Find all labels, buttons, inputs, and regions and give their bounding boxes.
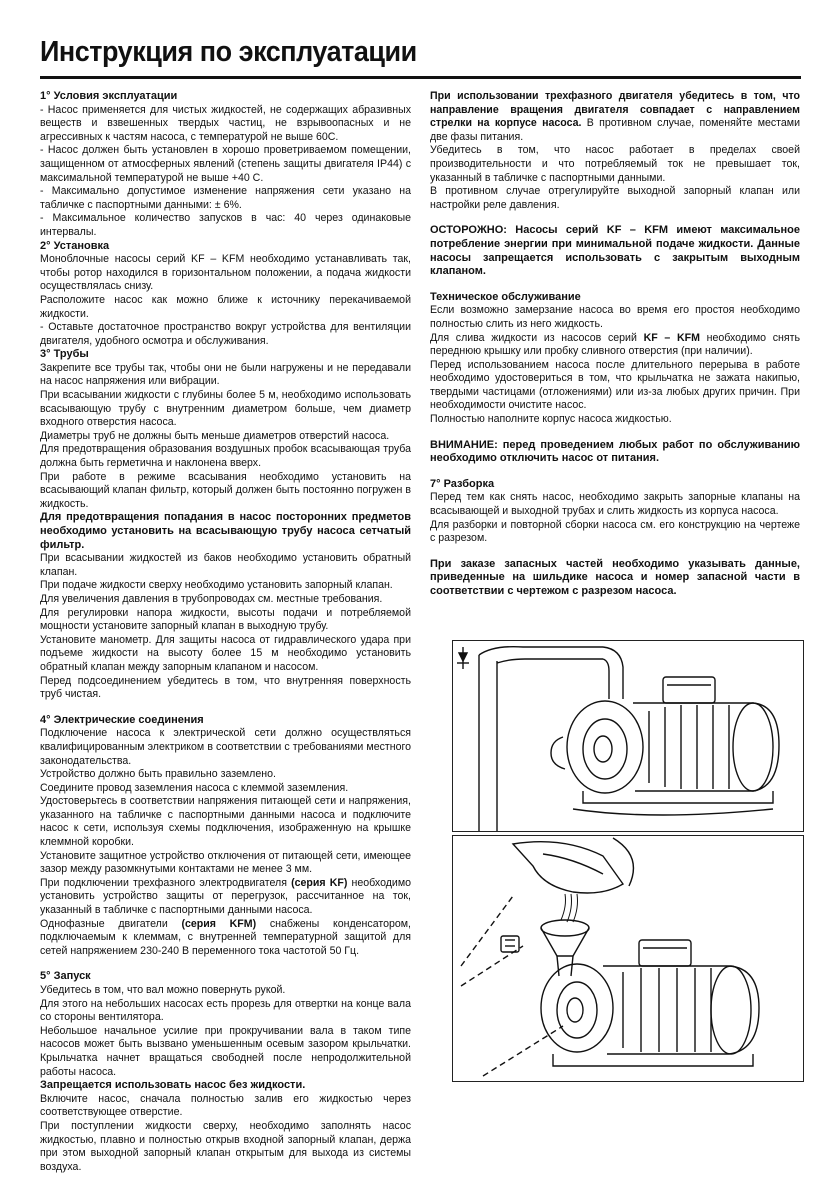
text-run: Для слива жидкости из насосов серий <box>430 331 644 344</box>
text-run: необходимо снять переднюю крышку или пробку сливного отверстия (при наличии). <box>430 331 800 358</box>
section-3-paragraph: Перед подсоединением убедитесь в том, что внутренняя поверхность труб чистая. <box>40 674 411 701</box>
left-column <box>40 90 411 1174</box>
section-3-heading: 3° Трубы <box>40 348 89 361</box>
maintenance-paragraph: Перед использованием насоса после длительного перерыва в работе необходимо удостовериться в том, что крыльчатка не зажата накипью, твердыми частицами (отложениями) или из-за любых других причин. При необходимости очистите насос. <box>430 358 800 412</box>
text-run: снабжены конденсатором, подключаемым к клеммам, с внутренней температурной защитой для сетей напряжением 230-240 В переменного тока частотой 50 Гц. <box>40 917 411 957</box>
maintenance-paragraph: Полностью наполните корпус насоса жидкостью. <box>430 413 672 426</box>
right-column <box>430 90 800 599</box>
section-1-paragraph: - Максимальное количество запусков в час: 40 через одинаковые интервалы. <box>40 212 411 238</box>
series-kfm-label: (серия KFM) <box>181 917 257 930</box>
section-1-paragraph: - Насос должен быть установлен в хорошо проветриваемом помещении, защищенном от атмосферных явлений (степень защиты двигателя IP44) с максимальной температурой не выше +40 С. <box>40 144 411 184</box>
attention-note: ВНИМАНИЕ: перед проведением любых работ по обслуживанию необходимо отключить насос от питания. <box>430 438 800 465</box>
three-phase-bold: При использовании трехфазного двигателя убедитесь в том, что направление вращения двигателя совпадает с направлением стрелки на корпусе насоса. <box>430 90 800 130</box>
series-kf-label: (серия KF) <box>291 876 348 889</box>
pump-filling-drawing <box>453 836 803 1081</box>
text-run: При подключении трехфазного электродвигателя <box>40 876 292 889</box>
section-3-paragraph: Для предотвращения образования воздушных пробок всасывающая труба должна быть герметична и наклонена вверх. <box>40 443 411 470</box>
section-3-paragraph: При подаче жидкости сверху необходимо установить запорный клапан. <box>40 579 393 592</box>
text-run: необходимо установить устройство защиты от перегрузок, рассчитанное на ток, указанный в табличке с паспортными данными насоса. <box>40 876 412 917</box>
title-rule <box>40 76 801 79</box>
section-5-paragraph: Для этого на небольших насосах есть прорезь для отвертки на конце вала со стороны вентилятора. <box>40 997 411 1024</box>
section-4-paragraph: Соедините провод заземления насоса с клеммой заземления. <box>40 781 349 794</box>
section-2-paragraph: Расположите насос как можно ближе к источнику перекачиваемой жидкости. <box>40 293 411 320</box>
section-4-paragraph: Установите защитное устройство отключения от питающей сети, имеющее зазор между разомкнутыми контактами не менее 3 мм. <box>40 849 411 876</box>
section-2-heading: 2° Установка <box>40 239 110 252</box>
section-5-paragraph: Включите насос, сначала полностью залив его жидкостью через соответствующее отверстие. <box>40 1092 411 1119</box>
spacer <box>40 958 411 970</box>
spacer <box>430 279 800 291</box>
section-4-paragraph: Подключение насоса к электрической сети должно осуществляться квалифицированным электриком в соответствии с требованиями местного законодательства. <box>40 727 411 767</box>
section-5-heading: 5° Запуск <box>40 970 91 983</box>
section-7-heading: 7° Разборка <box>430 477 495 490</box>
section-4-heading: 4° Электрические соединения <box>40 713 204 726</box>
section-7-paragraph: Для разборки и повторной сборки насоса см. его конструкцию на чертеже с разрезом. <box>430 518 800 545</box>
section-1-heading: 1° Условия эксплуатации <box>40 90 178 102</box>
maintenance-heading: Техническое обслуживание <box>430 290 581 303</box>
spare-parts-note: При заказе запасных частей необходимо указывать данные, приведенные на шильдике насоса и номер запасной части в соответствии с чертежом с разрезом насоса. <box>430 557 800 597</box>
section-3-paragraph: Закрепите все трубы так, чтобы они не были нагружены и не передавали на насос напряжения или вибрации. <box>40 361 411 388</box>
section-4-paragraph <box>40 918 411 959</box>
section-5-bold-note: Запрещается использовать насос без жидкости. <box>40 1079 306 1092</box>
section-4-paragraph <box>40 877 411 918</box>
three-phase-paragraph <box>430 90 800 144</box>
caution-note: ОСТОРОЖНО: Насосы серий KF – KFM имеют максимальное потребление энергии при минимальной подаче жидкости. Данные насосы запрещается использовать с закрытым выходным клапаном. <box>430 224 800 278</box>
pump-installation-figure <box>452 640 804 832</box>
maintenance-paragraph: Если возможно замерзание насоса во время его простоя необходимо полностью слить из него жидкость. <box>430 304 800 330</box>
section-3-paragraph: При работе в режиме всасывания необходимо установить на всасывающий клапан фильтр, который должен быть постоянно погружен в жидкость. <box>40 470 411 510</box>
spacer <box>430 212 800 224</box>
section-3-paragraph: Для увеличения давления в трубопроводах см. местные требования. <box>40 592 383 605</box>
section-2-paragraph: Моноблочные насосы серий KF – KFM необходимо устанавливать так, чтобы ротор находился в горизонтальном положении, а подача жидкости осуществлялась снизу. <box>40 253 411 293</box>
section-3-bold-note: Для предотвращения попадания в насос посторонних предметов необходимо установить на всасывающую трубу насоса сетчатый фильтр. <box>40 511 411 551</box>
spacer <box>430 427 800 439</box>
text-run: Однофазные двигатели <box>40 917 182 930</box>
section-3-paragraph: При всасывании жидкостей из баков необходимо установить обратный клапан. <box>40 552 411 578</box>
section-4-paragraph: Удостоверьтесь в соответствии напряжения питающей сети и напряжения, указанного на табличке с паспортными данными насоса и подключите насос к сети, используя схемы подключения, изображенную на крышке клеммной коробки. <box>40 795 411 849</box>
spacer <box>40 702 411 714</box>
pump-filling-figure <box>452 835 804 1082</box>
right-paragraph: В противном случае отрегулируйте выходной запорный клапан или настройки реле давления. <box>430 185 800 211</box>
section-1-paragraph: - Насос применяется для чистых жидкостей, не содержащих абразивных веществ и взвешенных твердых частиц, не взрывоопасных и не агрессивных к частям насоса, с температурой не выше 60С. <box>40 103 411 143</box>
section-2-paragraph: - Оставьте достаточное пространство вокруг устройства для вентиляции двигателя, удобного осмотра и обслуживания. <box>40 321 411 347</box>
section-3-paragraph: При всасывании жидкости с глубины более 5 м, необходимо использовать всасывающую трубу с внутренним диаметром больше, чем диаметр входного отверстия насоса. <box>40 389 411 429</box>
section-3-paragraph: Установите манометр. Для защиты насоса от гидравлического удара при подъеме жидкости на высоту более 15 м необходимо установить обратный клапан между запорным клапаном и насосом. <box>40 633 411 673</box>
page-title: Инструкция по эксплуатации <box>40 36 417 68</box>
maintenance-paragraph <box>430 332 800 359</box>
section-5-paragraph: Небольшое начальное усилие при прокручивании вала в таком типе насосов может быть вызвано уменьшенным осевым зазором крыльчатки. Крыльчатка начнет вращаться свободней после непродолжительной работы насоса. <box>40 1024 411 1078</box>
section-3-paragraph: Диаметры труб не должны быть меньше диаметров отверстий насоса. <box>40 429 390 442</box>
section-7-paragraph: Перед тем как снять насос, необходимо закрыть запорные клапаны на всасывающей и выходной трубах и слить жидкость из корпуса насоса. <box>430 491 800 518</box>
section-3-paragraph: Для регулировки напора жидкости, высоты подачи и потребляемой мощности установите запорный клапан в выходную трубу. <box>40 606 411 633</box>
spacer <box>430 466 800 478</box>
pump-installation-drawing <box>453 641 803 831</box>
section-1-paragraph: - Максимально допустимое изменение напряжения сети указано на табличке с паспортными данными: ± 6%. <box>40 185 411 211</box>
right-paragraph: Убедитесь в том, что насос работает в пределах своей производительности и что потребляемый ток не превышает ток, указанный в табличке с паспортными данными. <box>430 144 800 184</box>
section-5-paragraph: При поступлении жидкости сверху, необходимо заполнять насос жидкостью, плавно и полностью открыв входной запорный клапан, держа при этом выходной запорный клапан открытым для выхода из системы воздуха. <box>40 1119 411 1173</box>
text-run: В противном случае, поменяйте местами две фазы питания. <box>430 117 800 143</box>
spacer <box>430 546 800 558</box>
series-label: KF – KFM <box>643 331 700 344</box>
section-4-paragraph: Устройство должно быть правильно заземлено. <box>40 768 276 781</box>
section-5-paragraph: Убедитесь в том, что вал можно повернуть рукой. <box>40 984 286 996</box>
